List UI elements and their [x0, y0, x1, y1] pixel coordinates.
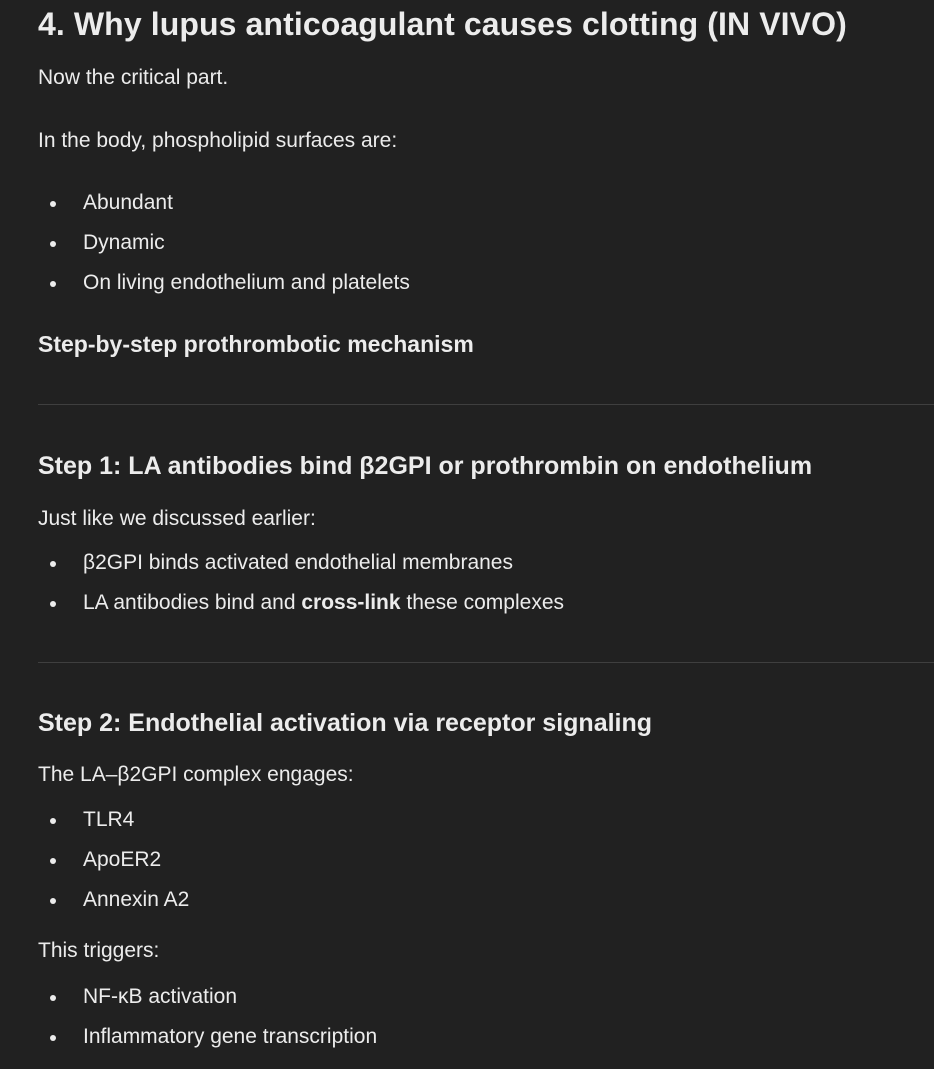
receptor-list: [38, 805, 189, 925]
step1-lead: Just like we discussed earlier:: [38, 507, 316, 530]
list-item: [38, 885, 189, 925]
triggers-list: [38, 982, 377, 1062]
list-item-text: Abundant: [83, 191, 173, 214]
divider: [38, 404, 934, 405]
list-item: [38, 268, 410, 308]
surface-list: [38, 188, 410, 308]
bullet-icon: [50, 601, 56, 607]
intro-text: Now the critical part.: [38, 66, 229, 89]
list-item: [38, 228, 410, 268]
list-item-text: Dynamic: [83, 231, 165, 254]
bullet-icon: [50, 858, 56, 864]
bullet-icon: [50, 201, 56, 207]
mechanism-heading: Step-by-step prothrombotic mechanism: [38, 331, 474, 357]
step1-heading: Step 1: LA antibodies bind β2GPI or prothrombin on endothelium: [38, 452, 813, 480]
bullet-icon: [50, 995, 56, 1001]
list-item-text: NF-κB activation: [83, 985, 238, 1008]
step1-list: [38, 548, 564, 628]
list-item: [38, 805, 189, 845]
list-item: [38, 982, 377, 1022]
bullet-icon: [50, 818, 56, 824]
bullet-icon: [50, 1035, 56, 1041]
list-item: [38, 188, 410, 228]
bullet-icon: [50, 241, 56, 247]
list-item-text: ApoER2: [83, 848, 162, 871]
section-title: 4. Why lupus anticoagulant causes clotting (IN VIVO): [38, 6, 847, 42]
list-item: [38, 1022, 377, 1062]
list-item: [38, 845, 189, 885]
list-item: [38, 588, 564, 628]
bullet-icon: [50, 898, 56, 904]
list-item-text-prefix: LA antibodies bind and: [83, 591, 302, 614]
step2-heading: Step 2: Endothelial activation via receptor signaling: [38, 709, 653, 737]
list-item: [38, 548, 564, 588]
triggers-lead: This triggers:: [38, 939, 160, 962]
step2-lead: The LA–β2GPI complex engages:: [38, 763, 354, 786]
divider: [38, 662, 934, 663]
bullet-icon: [50, 561, 56, 567]
bullet-icon: [50, 281, 56, 287]
list-item-bold-text: cross-link: [301, 591, 401, 614]
body-lead: In the body, phospholipid surfaces are:: [38, 129, 398, 152]
list-item-text-suffix: these complexes: [400, 591, 564, 614]
list-item-text: Annexin A2: [83, 888, 190, 911]
list-item-text: β2GPI binds activated endothelial membranes: [83, 551, 513, 574]
list-item-text: On living endothelium and platelets: [83, 271, 410, 294]
list-item-text: Inflammatory gene transcription: [83, 1025, 378, 1048]
list-item-text: TLR4: [83, 808, 135, 831]
